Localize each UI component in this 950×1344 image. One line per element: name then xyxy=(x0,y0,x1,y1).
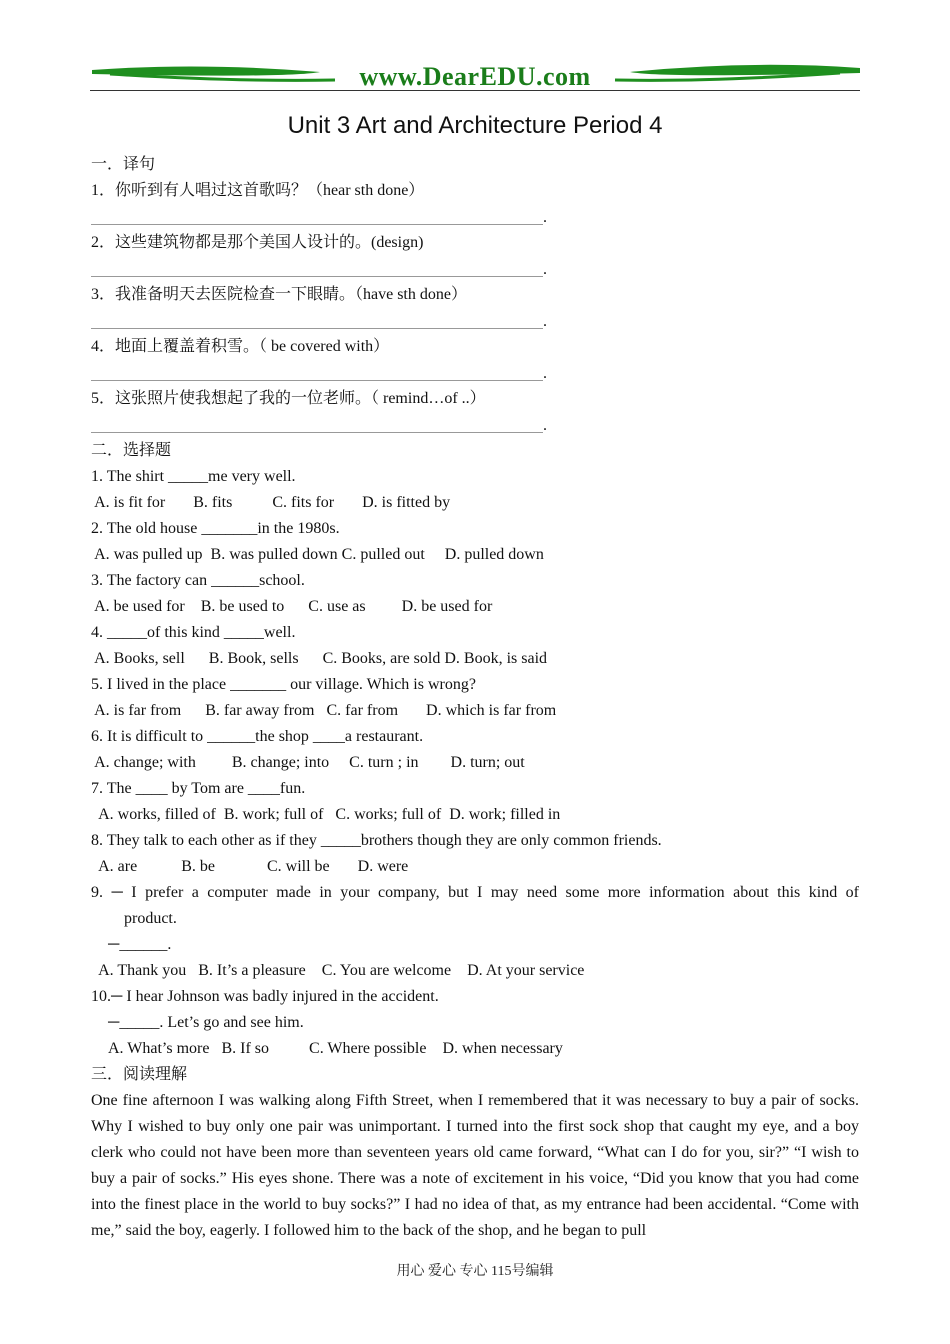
reading-passage: One fine afternoon I was walking along Fifth Street, when I remembered that it was necessary to buy a pair of socks. Why I wished to buy only one pair was unimportant. I turned into the first sock shop that caught my eye, and a boy clerk who could not have been more than seventeen years old came forward, “What can I do for you, sir?” “I wish to buy a pair of socks.” His eyes shone. There was a note of excitement in his voice, “Did you know that you had come into the finest place in the world to buy socks?” I had no idea of that, as my entrance had been accidental. “Come with me,” said the boy, eagerly. I followed him to the back of the shop, and he began to pull xyxy=(91,1092,859,1239)
question-9-continuation: product. xyxy=(124,910,177,927)
question-5: 5. I lived in the place _______ our village. Which is wrong? xyxy=(91,676,476,693)
question-1-options: A. is fit for B. fits C. fits for D. is fitted by xyxy=(91,494,451,511)
question-10-options: A. What’s more B. If so C. Where possible D. when necessary xyxy=(108,1040,563,1057)
question-9: 9. ─ I prefer a computer made in your company, but I may need some more information about this kind of xyxy=(91,884,859,901)
question-10: 10.─ I hear Johnson was badly injured in the accident. xyxy=(91,988,439,1005)
translate-item-1: 1．你听到有人唱过这首歌吗？（hear sth done） xyxy=(91,182,425,199)
translate-item-3: 3．我准备明天去医院检查一下眼睛。（have sth done） xyxy=(91,286,467,303)
header-rule xyxy=(90,90,860,91)
site-logo-text: www.DearEDU.com xyxy=(359,62,591,91)
header-banner xyxy=(90,60,860,94)
question-9-options: A. Thank you B. It’s a pleasure C. You are welcome D. At your service xyxy=(91,962,585,979)
question-8-options: A. are B. be C. will be D. were xyxy=(91,858,409,875)
question-9-reply: ─______. xyxy=(108,936,172,953)
answer-line-5[interactable] xyxy=(91,432,543,433)
translate-item-2: 2．这些建筑物都是那个美国人设计的。(design) xyxy=(91,234,424,251)
section-2-heading: 二．选择题 xyxy=(91,442,172,459)
answer-line-end-4: . xyxy=(543,365,547,382)
section-1-heading: 一．译句 xyxy=(91,156,156,173)
question-8: 8. They talk to each other as if they _____brothers though they are only common friends. xyxy=(91,832,662,849)
question-2: 2. The old house _______in the 1980s. xyxy=(91,520,340,537)
translate-item-5: 5．这张照片使我想起了我的一位老师。（ remind…of ..） xyxy=(91,390,486,407)
question-6: 6. It is difficult to ______the shop ____a restaurant. xyxy=(91,728,424,745)
section-3-heading: 三．阅读理解 xyxy=(91,1066,188,1083)
answer-line-1[interactable] xyxy=(91,224,543,225)
answer-line-3[interactable] xyxy=(91,328,543,329)
page-title: Unit 3 Art and Architecture Period 4 xyxy=(287,112,663,139)
translate-item-4: 4．地面上覆盖着积雪。（ be covered with） xyxy=(91,338,390,355)
question-7: 7. The ____ by Tom are ____fun. xyxy=(91,780,306,797)
answer-line-4[interactable] xyxy=(91,380,543,381)
answer-line-2[interactable] xyxy=(91,276,543,277)
question-2-options: A. was pulled up B. was pulled down C. pulled out D. pulled down xyxy=(91,546,544,563)
question-10-reply: ─_____. Let’s go and see him. xyxy=(108,1014,304,1031)
question-4: 4. _____of this kind _____well. xyxy=(91,624,296,641)
question-6-options: A. change; with B. change; into C. turn ; in D. turn; out xyxy=(91,754,525,771)
question-5-options: A. is far from B. far away from C. far from D. which is far from xyxy=(91,702,557,719)
page-footer: 用心 爱心 专心 115号编辑 xyxy=(396,1264,554,1279)
question-1: 1. The shirt _____me very well. xyxy=(91,468,296,485)
question-3: 3. The factory can ______school. xyxy=(91,572,305,589)
question-3-options: A. be used for B. be used to C. use as D. be used for xyxy=(91,598,493,615)
answer-line-end-2: . xyxy=(543,261,547,278)
question-7-options: A. works, filled of B. work; full of C. works; full of D. work; filled in xyxy=(91,806,561,823)
question-4-options: A. Books, sell B. Book, sells C. Books, are sold D. Book, is said xyxy=(91,650,548,667)
answer-line-end-1: . xyxy=(543,209,547,226)
answer-line-end-3: . xyxy=(543,313,547,330)
answer-line-end-5: . xyxy=(543,417,547,434)
